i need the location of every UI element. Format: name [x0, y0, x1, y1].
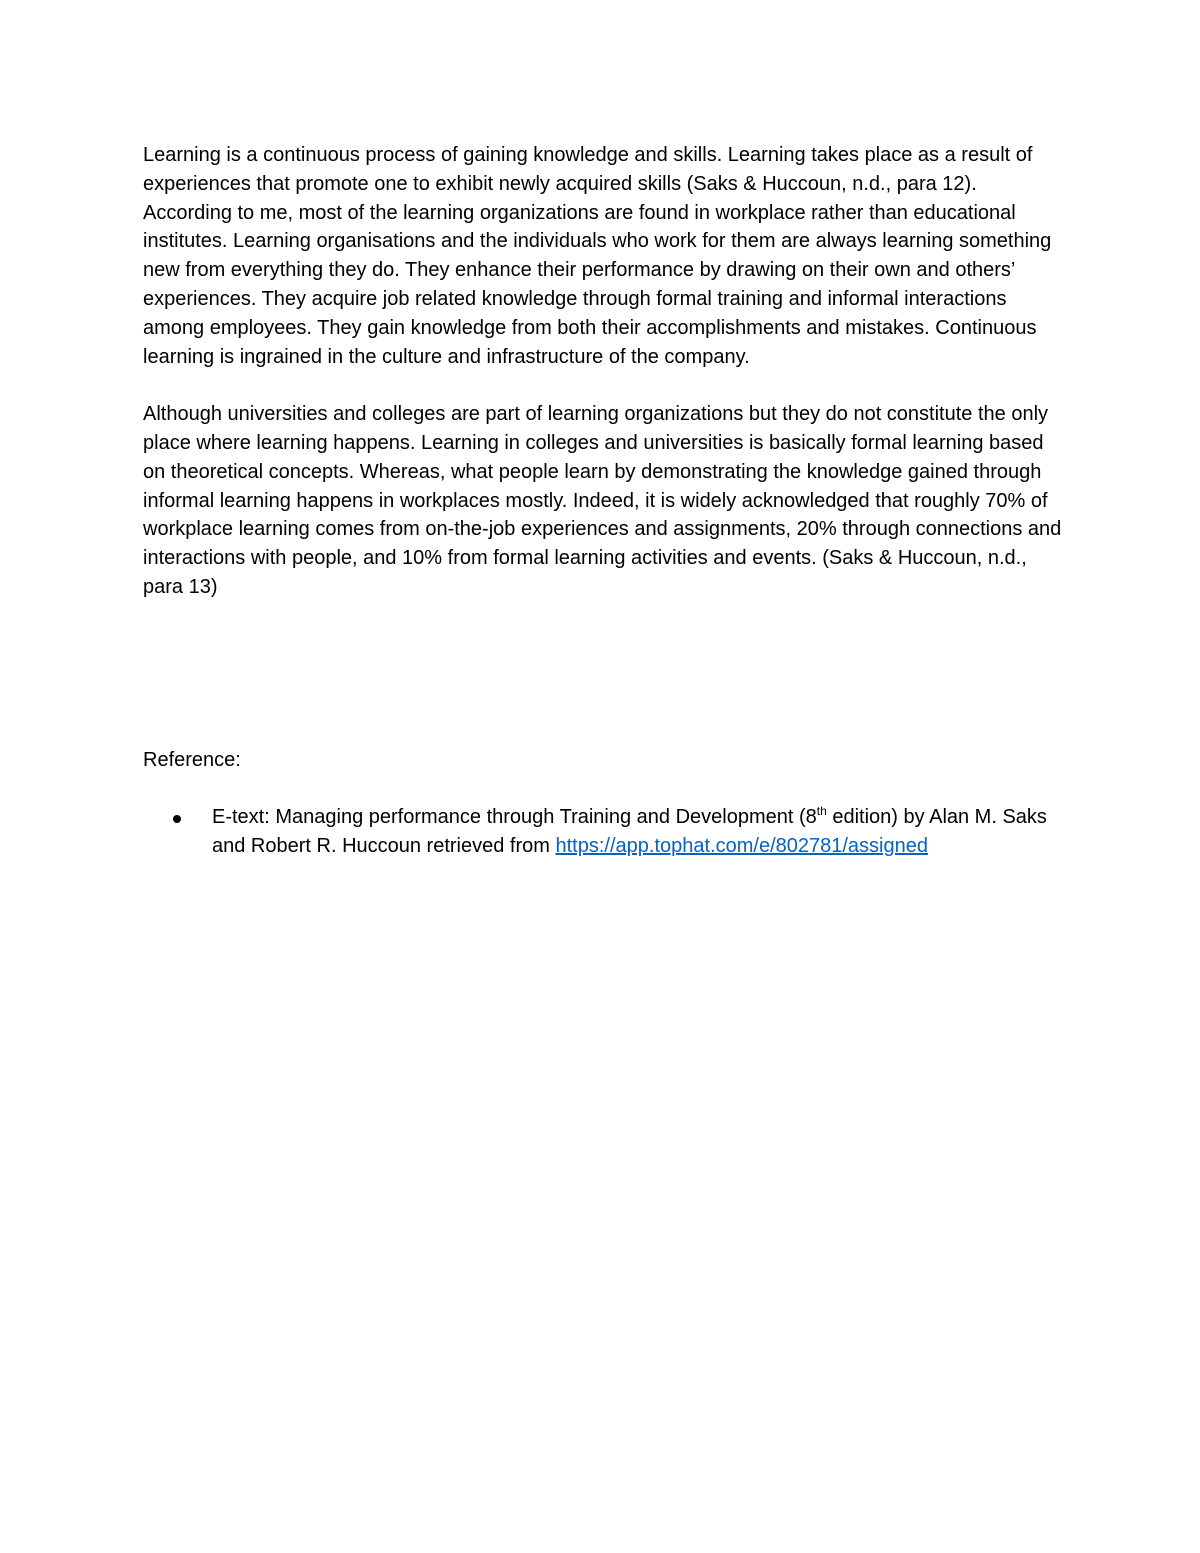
- reference-list: [143, 803, 1068, 861]
- reference-list-item: [143, 803, 1068, 861]
- paragraph: Although universities and colleges are part of learning organizations but they do not constitute the only place where learning happens. Learning in colleges and universities is basically formal learning based on theoretical concepts. Whereas, what people learn by demonstrating the knowledge gained through informal learning happens in workplaces mostly. Indeed, it is widely acknowledged that roughly 70% of workplace learning comes from on-the-job experiences and assignments, 20% through connections and interactions with people, and 10% from formal learning activities and events. (Saks & Huccoun, n.d., para 13): [143, 403, 1062, 598]
- reference-text-end: edition) by Alan M. Saks and Robert R. Huccoun retrieved from: [212, 806, 1047, 858]
- bullet-icon: [173, 815, 181, 823]
- document-body: [143, 141, 1068, 861]
- reference-link[interactable]: https://app.tophat.com/e/802781/assigned: [555, 835, 928, 858]
- paragraph: Learning is a continuous process of gaining knowledge and skills. Learning takes place as a result of experiences that promote one to exhibit newly acquired skills (Saks & Huccoun, n.d., para 12). According to me, most of the learning organizations are found in workplace rather than educational institutes. Learning organisations and the individuals who work for them are always learning something new from everything they do. They enhance their performance by drawing on their own and others’ experiences. They acquire job related knowledge through formal training and informal interactions among employees. They gain knowledge from both their accomplishments and mistakes. Continuous learning is ingrained in the culture and infrastructure of the company.: [143, 144, 1052, 368]
- reference-heading: Reference:: [143, 748, 241, 771]
- reference-text-start: E-text: Managing performance through Training and Development (8: [212, 806, 817, 829]
- ordinal-suffix: th: [816, 804, 827, 819]
